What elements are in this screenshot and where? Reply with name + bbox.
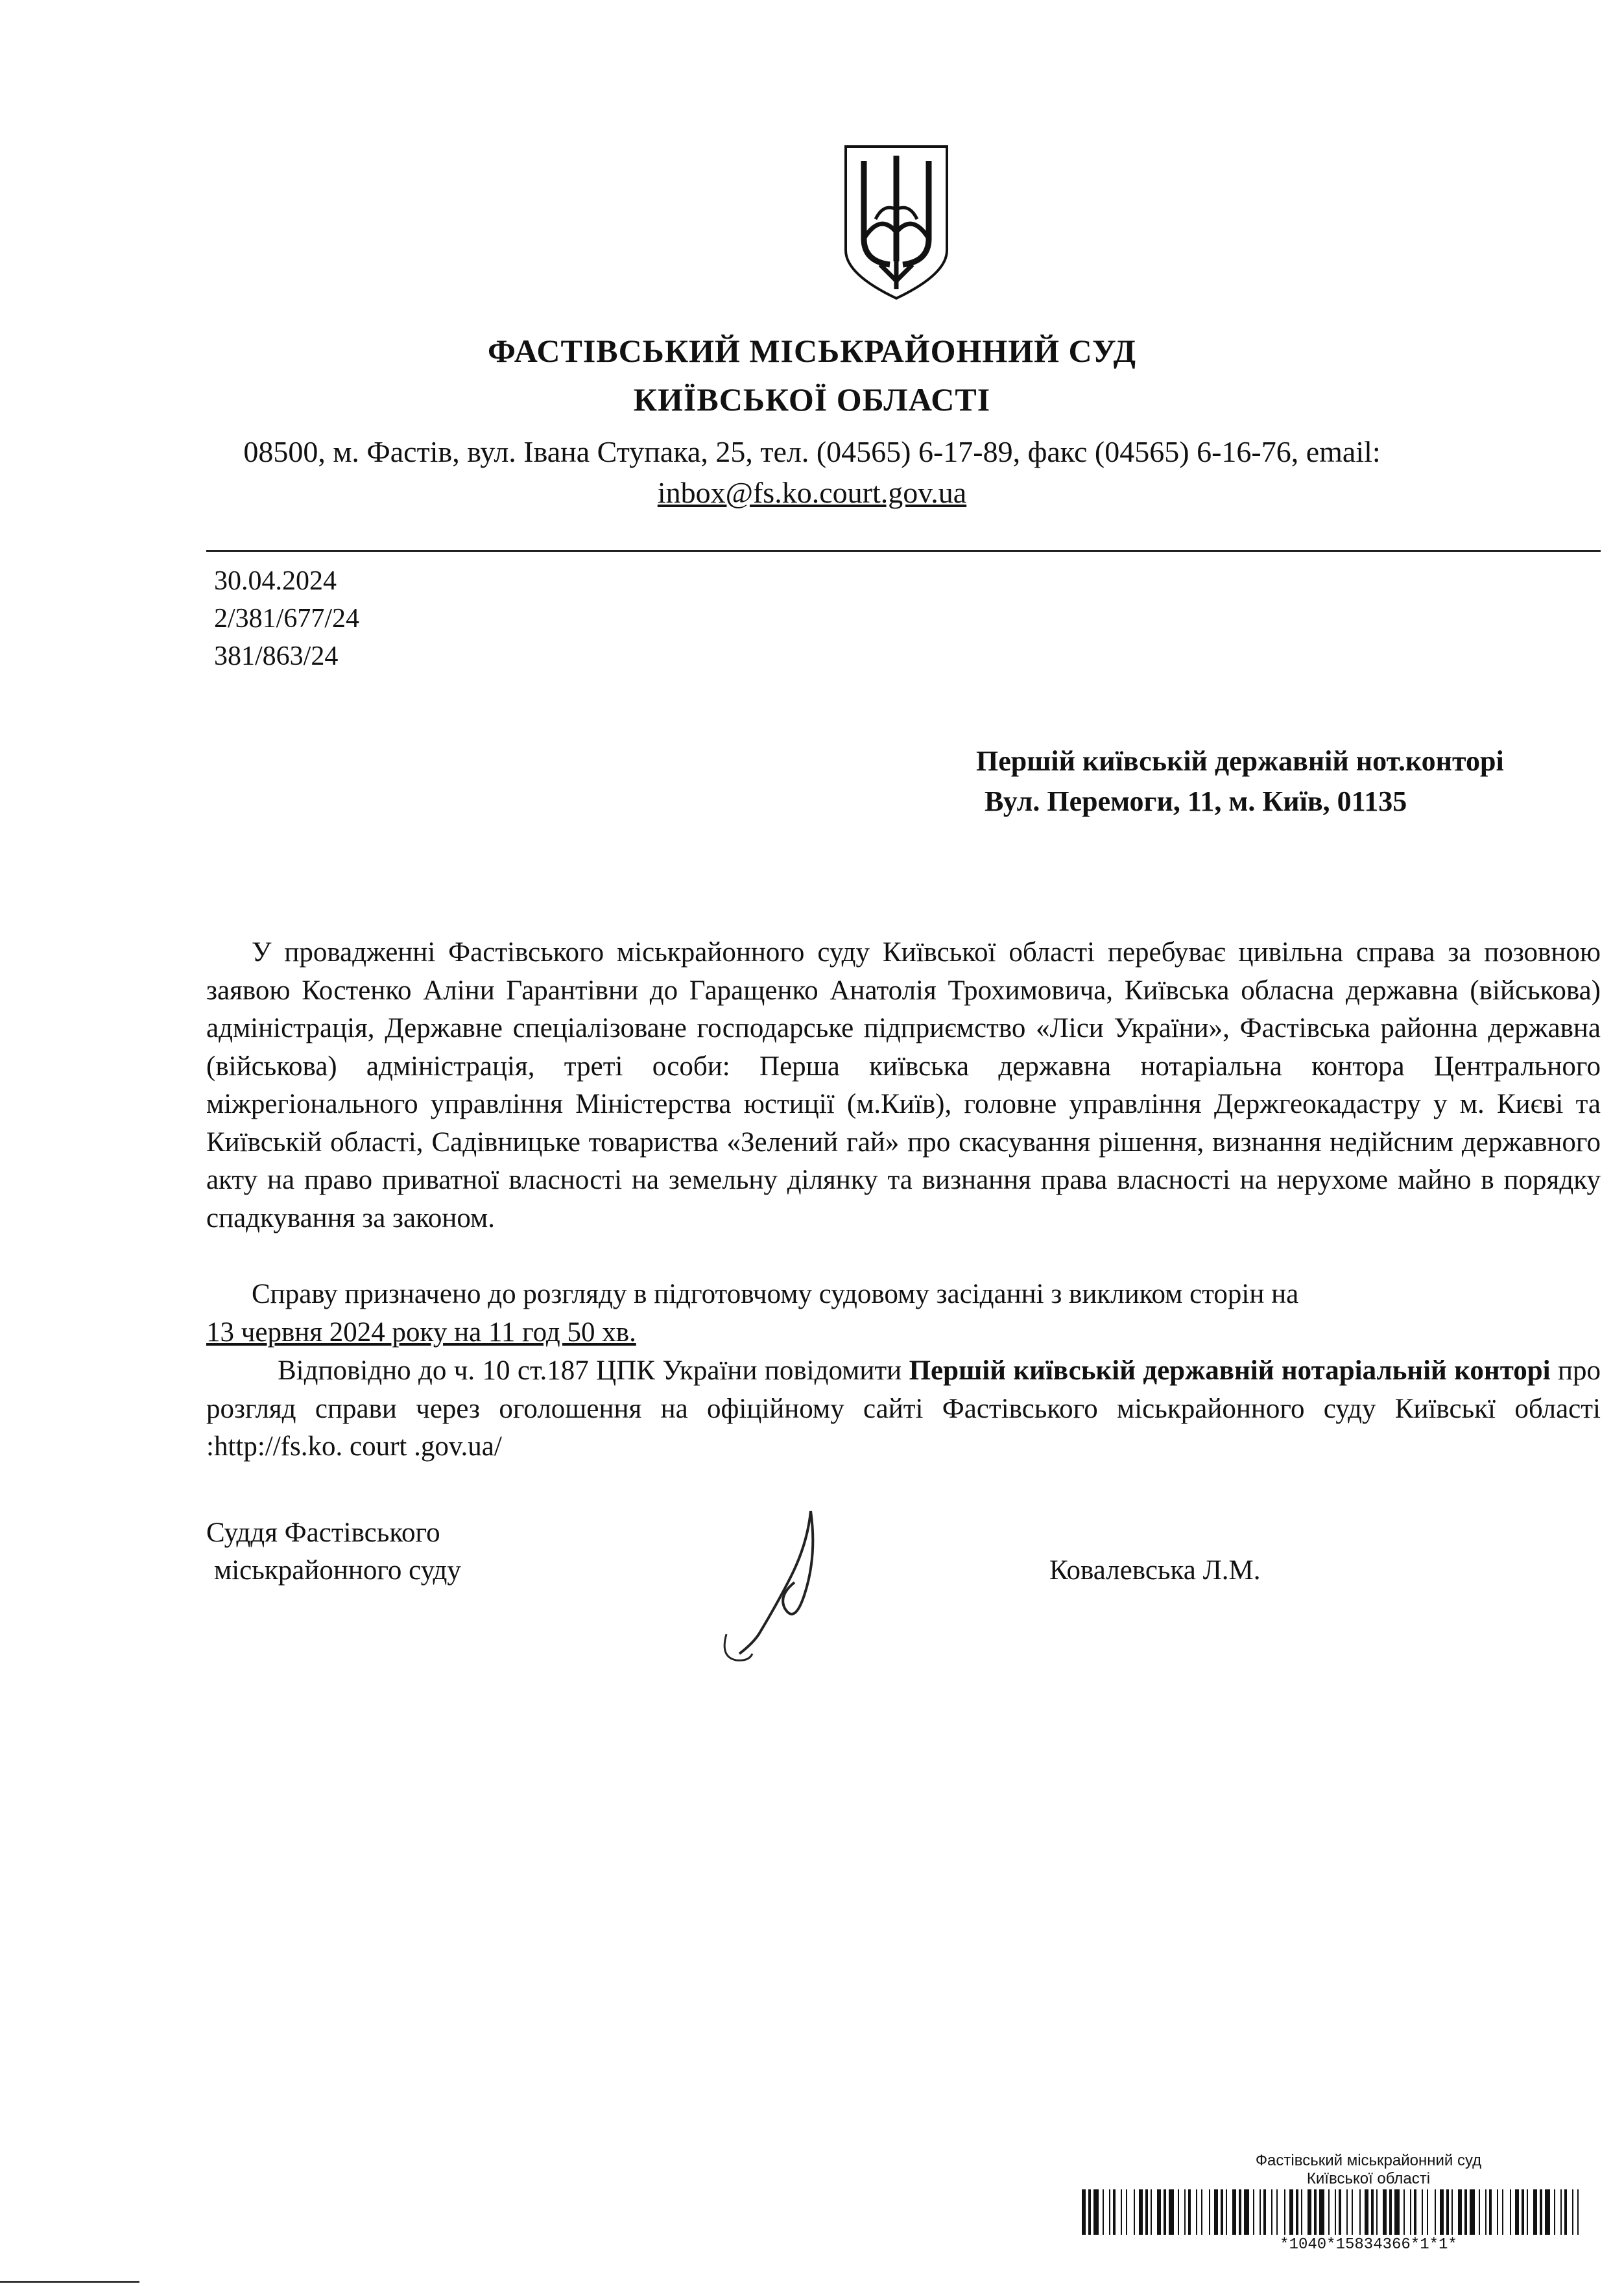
barcode-bar: [1169, 2189, 1174, 2235]
barcode-bar: [1489, 2189, 1492, 2235]
barcode-bar: [1201, 2189, 1202, 2235]
court-address: 08500, м. Фастів, вул. Івана Ступака, 25, тел. (04565) 6-17-89, факс (04565) 6-16-76, email:: [243, 435, 1381, 468]
barcode-bar: [1572, 2189, 1573, 2235]
body-paragraph-3: [206, 1352, 1601, 1466]
court-email-row: [0, 475, 1624, 510]
case-number: 2/381/677/24: [214, 604, 360, 634]
barcode-bar: [1422, 2189, 1423, 2235]
barcode-bar: [1209, 2189, 1210, 2235]
hearing-date: 13 червня 2024 року на 11 год 50 хв.: [206, 1317, 636, 1348]
barcode-bar: [1188, 2189, 1191, 2235]
barcode-bar: [1540, 2189, 1542, 2235]
barcode-bar: [1103, 2189, 1104, 2235]
barcode-bar: [1328, 2189, 1330, 2235]
barcode-bar: [1151, 2189, 1152, 2235]
barcode-bar: [1577, 2189, 1579, 2235]
court-name-line1: ФАСТІВСЬКИЙ МІСЬКРАЙОННИЙ СУД: [487, 333, 1137, 369]
body-paragraph-3-text-a: Відповідно до ч. 10 ст.187 ЦПК України повідомити: [278, 1355, 909, 1386]
barcode-bar: [1134, 2189, 1135, 2235]
barcode-bar: [1296, 2189, 1298, 2235]
barcode-bar: [1088, 2189, 1091, 2235]
barcode-bar: [1093, 2189, 1099, 2235]
barcode-bar: [1239, 2189, 1241, 2235]
barcode-bar: [1446, 2189, 1449, 2235]
court-name-line2: КИЇВСЬКОЇ ОБЛАСТІ: [633, 381, 991, 418]
barcode-bar: [1394, 2189, 1400, 2235]
barcode-bar: [1410, 2189, 1411, 2235]
barcode-bar: [1319, 2189, 1324, 2235]
barcode-bar: [1214, 2189, 1218, 2235]
barcode-bar: [1244, 2189, 1249, 2235]
barcode-bar: [1263, 2189, 1266, 2235]
barcode-bar: [1339, 2189, 1341, 2235]
barcode-bar: [1139, 2189, 1143, 2235]
barcode-bar: [1226, 2189, 1227, 2235]
barcode-bar: [1196, 2189, 1197, 2235]
barcode-bar: [1440, 2189, 1444, 2235]
barcode-bar: [1371, 2189, 1374, 2235]
barcode-bar: [1470, 2189, 1475, 2235]
barcode-bar: [1479, 2189, 1480, 2235]
barcode-bar: [1308, 2189, 1311, 2235]
barcode-bar: [1178, 2189, 1179, 2235]
barcode: [1082, 2189, 1584, 2235]
barcode-bar: [1427, 2189, 1428, 2235]
barcode-bar: [1502, 2189, 1503, 2235]
barcode-bar: [1184, 2189, 1186, 2235]
barcode-bar: [1145, 2189, 1148, 2235]
barcode-bar: [1554, 2189, 1555, 2235]
barcode-bar: [1365, 2189, 1368, 2235]
barcode-bar: [1314, 2189, 1317, 2235]
barcode-bar: [1497, 2189, 1498, 2235]
barcode-bar: [1301, 2189, 1302, 2235]
stamp-court-line1: Фастівський міськрайонний суд: [1255, 2152, 1482, 2169]
body-paragraph-1: [206, 934, 1601, 1237]
barcode-bar: [1564, 2189, 1567, 2235]
barcode-bar: [1113, 2189, 1116, 2235]
barcode-bar: [1527, 2189, 1528, 2235]
body-paragraph-1-text: У провадженні Фастівського міськрайонного суду Київської області перебуває цивільна справа за позовною заявою Костенко Аліни Гарантівни до Гаращенко Анатолія Трохимовича, Київська обласна державна (військова) адміністрація, Державне спеціалізоване господарське підприємство «Ліси України», Фастівська районна державна (військова) адміністрація, треті особи: Перша київська державна нотаріальна контора Центрального міжрегіонального управління Міністерства юстиції (м.Київ), головне управління Держгеокадастру у м. Києві та Київській області, Садівницьке товариства «Зелений гай» про скасування рішення, визнання недійсним державного акту на право приватної власності на земельну ділянку та визнання права власності на нерухоме майно в порядку спадкування за законом.: [206, 937, 1601, 1233]
barcode-bar: [1435, 2189, 1436, 2235]
scan-edge-mark: [0, 2281, 139, 2283]
barcode-bar: [1289, 2189, 1293, 2235]
barcode-bar: [1389, 2189, 1392, 2235]
barcode-bar: [1451, 2189, 1453, 2235]
barcode-bar: [1284, 2189, 1285, 2235]
proceeding-number: 381/863/24: [214, 641, 339, 671]
recipient-address: Вул. Перемоги, 11, м. Київ, 01135: [985, 785, 1407, 817]
barcode-bar: [1403, 2189, 1405, 2235]
barcode-bar: [1157, 2189, 1161, 2235]
body-paragraph-3-text-b: про розгляд справи через оголошення на офіційному сайті Фастівського міськрайонного суду Київськї області :http://fs.ko. court .gov.ua/: [206, 1355, 1601, 1462]
body-paragraph-2-text: Справу призначено до розгляду в підготовчому судовому засіданні з викликом сторін на: [252, 1279, 1299, 1309]
barcode-bar: [1560, 2189, 1562, 2235]
judge-title-line2: міськрайонного суду: [214, 1555, 461, 1586]
handwritten-signature: [713, 1505, 843, 1667]
barcode-bar: [1359, 2189, 1361, 2235]
letter-date: 30.04.2024: [214, 566, 337, 596]
barcode-bar: [1533, 2189, 1537, 2235]
barcode-bar: [1515, 2189, 1519, 2235]
barcode-bar: [1109, 2189, 1110, 2235]
barcode-bar: [1164, 2189, 1166, 2235]
barcode-bar: [1545, 2189, 1550, 2235]
judge-name: Ковалевська Л.М.: [1049, 1555, 1261, 1586]
court-email-link[interactable]: inbox@fs.ko.court.gov.ua: [657, 476, 967, 509]
header-divider: [206, 550, 1601, 552]
barcode-bar: [1253, 2189, 1254, 2235]
registry-stamp: [1167, 2152, 1570, 2188]
barcode-bar: [1335, 2189, 1336, 2235]
barcode-bar: [1221, 2189, 1223, 2235]
barcode-bar: [1271, 2189, 1272, 2235]
barcode-number: *1040*15834366*1*1*: [1280, 2236, 1457, 2254]
barcode-bar: [1082, 2189, 1086, 2235]
barcode-bar: [1510, 2189, 1511, 2235]
judge-title-line1: Суддя Фастівського: [206, 1518, 440, 1548]
barcode-bar: [1376, 2189, 1378, 2235]
barcode-bar: [1276, 2189, 1278, 2235]
barcode-bar: [1383, 2189, 1387, 2235]
barcode-bar: [1352, 2189, 1353, 2235]
barcode-bar: [1458, 2189, 1462, 2235]
barcode-bar: [1414, 2189, 1416, 2235]
barcode-bar: [1522, 2189, 1524, 2235]
barcode-bar: [1485, 2189, 1487, 2235]
coat-of-arms-emblem: [838, 141, 955, 304]
barcode-bar: [1346, 2189, 1348, 2235]
barcode-bar: [1464, 2189, 1467, 2235]
body-paragraph-3-recipient: Першій київській державній нотаріальній конторі: [909, 1355, 1551, 1386]
recipient-name: Першій київській державній нот.конторі: [976, 745, 1504, 777]
barcode-bar: [1260, 2189, 1261, 2235]
barcode-bar: [1232, 2189, 1236, 2235]
barcode-bar: [1126, 2189, 1127, 2235]
stamp-court-line2: Київської області: [1306, 2170, 1431, 2187]
body-paragraph-2: [206, 1276, 1601, 1314]
barcode-bar: [1121, 2189, 1122, 2235]
